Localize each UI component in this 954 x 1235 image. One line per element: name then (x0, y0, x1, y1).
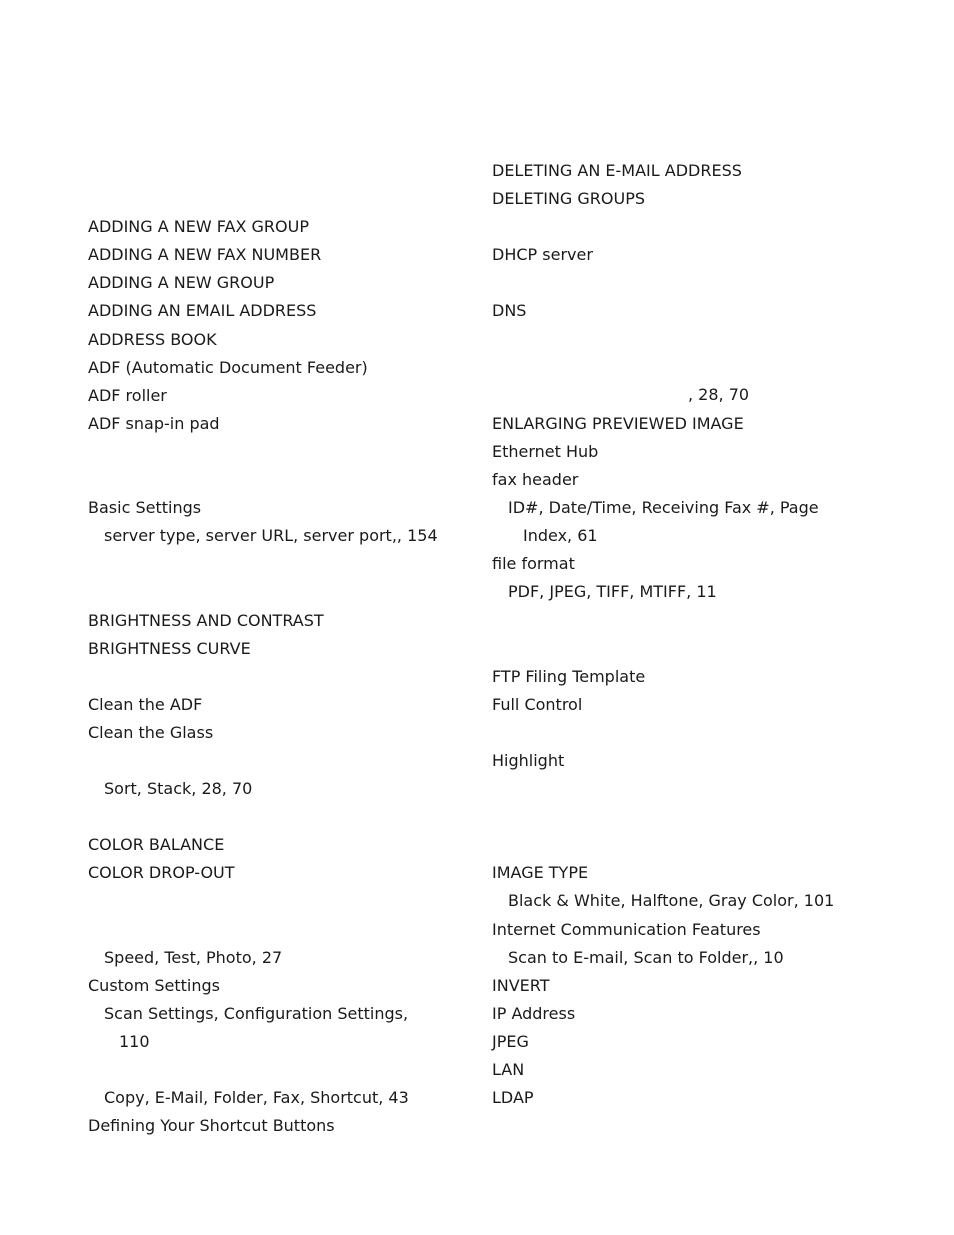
index-entry: DELETING AN E-MAIL ADDRESS (492, 161, 742, 180)
index-entry: INVERT (492, 975, 550, 995)
index-subentry: Scan to E-mail, Scan to Folder,, 10 (508, 947, 784, 967)
index-entry: BRIGHTNESS AND CONTRAST (88, 610, 324, 630)
index-entry: Basic Settings (88, 498, 202, 518)
index-entry: LDAP (492, 1088, 534, 1108)
index-entry: DHCP server (492, 245, 593, 265)
index-entry: ADDING A NEW FAX GROUP (88, 217, 309, 237)
index-subentry: Black & White, Halftone, Gray Color, 101 (508, 891, 835, 911)
index-entry: Internet Communication Features (492, 919, 761, 939)
index-subentry: Scan Settings, Configuration Settings, (104, 1003, 409, 1023)
index-entry: ADDING A NEW FAX NUMBER (88, 245, 322, 265)
index-entry: ADDING A NEW GROUP (88, 273, 275, 293)
index-entry: IP Address (492, 1003, 576, 1023)
index-entry: Highlight (492, 750, 565, 770)
index-entry: ADF snap-in pad (88, 413, 220, 433)
index-entry: COLOR DROP-OUT (88, 863, 235, 883)
index-entry: Clean the Glass (88, 722, 214, 742)
index-entry: ADDING AN EMAIL ADDRESS (88, 301, 317, 321)
index-subentry: 110 (119, 1031, 150, 1051)
index-subentry: Index, 61 (523, 526, 598, 546)
index-entry: ADF roller (88, 385, 167, 405)
index-entry: LAN (492, 1060, 525, 1079)
index-entry-page-refs: , 28, 70 (688, 385, 750, 404)
index-subentry: server type, server URL, server port,, 154 (104, 526, 438, 546)
index-entry: file format (492, 554, 575, 574)
index-entry: DNS (492, 301, 527, 321)
index-subentry: Speed, Test, Photo, 27 (104, 947, 283, 967)
index-entry: ENLARGING PREVIEWED IMAGE (492, 413, 744, 433)
index-entry: ADDRESS BOOK (88, 329, 217, 349)
index-entry: JPEG (492, 1031, 529, 1051)
index-entry: Full Control (492, 694, 583, 714)
index-subentry: PDF, JPEG, TIFF, MTIFF, 11 (508, 582, 717, 602)
index-entry: Custom Settings (88, 975, 221, 995)
index-entry: DELETING GROUPS (492, 189, 646, 209)
index-entry: FTP Filing Template (492, 666, 646, 686)
index-entry: fax header (492, 470, 579, 490)
index-entry: ADF (Automatic Document Feeder) (88, 357, 368, 377)
index-entry: COLOR BALANCE (88, 835, 225, 855)
index-subentry: Sort, Stack, 28, 70 (104, 779, 253, 799)
index-subentry: Copy, E-Mail, Folder, Fax, Shortcut, 43 (104, 1088, 409, 1108)
index-entry: Ethernet Hub (492, 441, 599, 461)
index-subentry: ID#, Date/Time, Receiving Fax #, Page (508, 498, 819, 518)
index-entry: Defining Your Shortcut Buttons (88, 1116, 335, 1136)
index-column-left (88, 157, 468, 1140)
index-column-right (492, 157, 932, 1112)
index-entry: BRIGHTNESS CURVE (88, 638, 251, 658)
index-entry: Clean the ADF (88, 694, 203, 714)
index-entry: IMAGE TYPE (492, 863, 589, 883)
